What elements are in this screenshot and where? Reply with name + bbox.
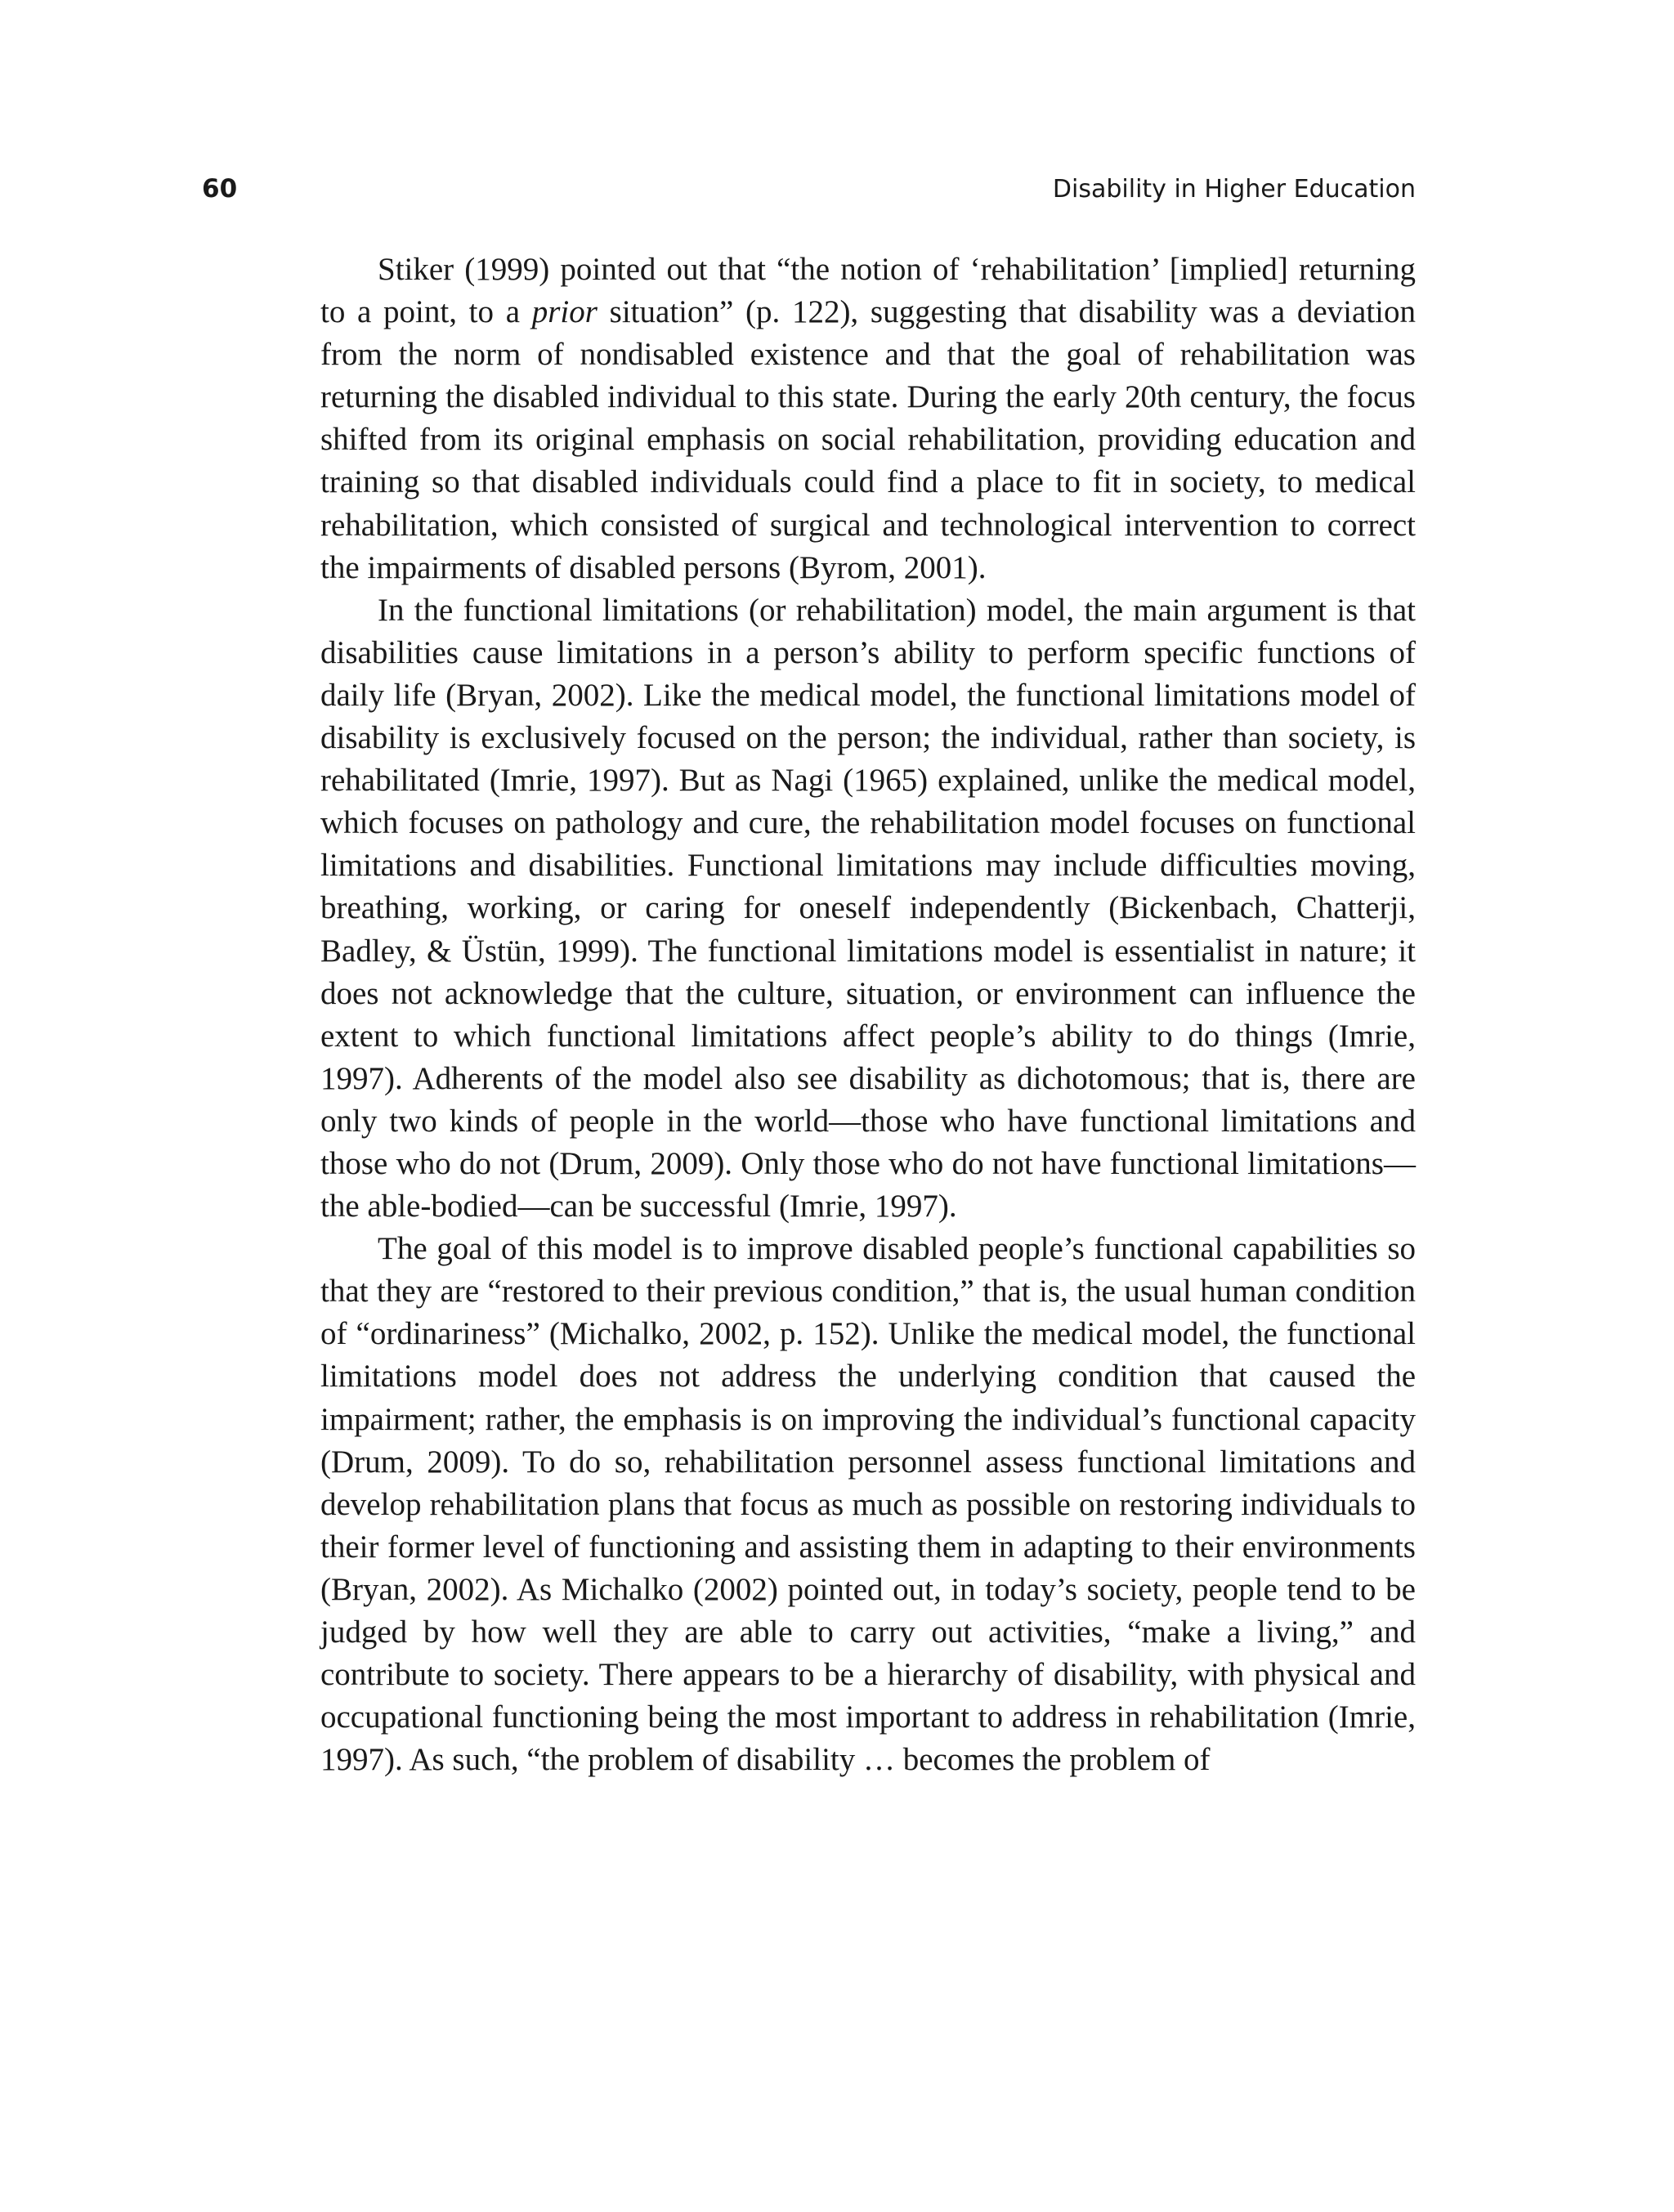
paragraph-1: [320, 249, 1416, 589]
paragraph-3: The goal of this model is to improve disabled people’s functional capabilities so that they are “restored to their previous condition,” that is, the usual human condition of “ordinariness” (Michalko, 2002, p. 152). Unlike the medical model, the functional limitations model does not address the underlying condition that caused the impairment; rather, the emphasis is on improving the individual’s functional capacity (Drum, 2009). To do so, rehabilitation personnel assess functional limitations and develop rehabilitation plans that focus as much as possible on restoring individuals to their former level of functioning and assisting them in adapting to their environments (Bryan, 2002). As Michalko (2002) pointed out, in today’s society, people tend to be judged by how well they are able to carry out activities, “make a living,” and contribute to society. There appears to be a hierarchy of disability, with physical and occupational functioning being the most important to address in rehabilitation (Imrie, 1997). As such, “the problem of disability … becomes the problem of: [320, 1231, 1416, 1778]
paragraph-2: In the functional limitations (or rehabilitation) model, the main argument is that disabilities cause limitations in a person’s ability to perform specific functions of daily life (Bryan, 2002). Like the medical model, the functional limitations model of disability is exclusively focused on the person; the individual, rather than society, is rehabilitated (Imrie, 1997). But as Nagi (1965) explained, unlike the medical model, which focuses on pathology and cure, the rehabilitation model focuses on functional limitations and disabilities. Functional limitations may include difficulties moving, breathing, working, or caring for oneself independently (Bickenbach, Chatterji, Badley, & Üstün, 1999). The functional limitations model is essentialist in nature; it does not acknowledge that the culture, situation, or environment can influence the extent to which functional limitations affect people’s ability to do things (Imrie, 1997). Adherents of the model also see disability as dichotomous; that is, there are only two kinds of people in the world—those who have functional limitations and those who do not (Drum, 2009). Only those who do not have functional limitations—the able-bodied—can be successful (Imrie, 1997).: [320, 592, 1416, 1225]
paragraph-1-text-end: situation” (p. 122), suggesting that disability was a deviation from the norm of nondisabled existence and that the goal of rehabilitation was returning the disabled individual to this state. During the early 20th century, the focus shifted from its original emphasis on social rehabilitation, providing education and training so that disabled individuals could find a place to fit in society, to medical rehabilitation, which consisted of surgical and technological intervention to correct the impairments of disabled persons (Byrom, 2001).: [320, 294, 1416, 585]
paragraph-1-italic: prior: [531, 294, 598, 330]
paragraph-1-text-start: Stiker (1999) pointed out that “the notion of ‘rehabilitation’ [implied] returning to a point, to a: [320, 252, 1416, 330]
running-head: Disability in Higher Education: [1052, 175, 1416, 204]
page-number: 60: [202, 174, 238, 204]
body-text: [320, 249, 1416, 1781]
